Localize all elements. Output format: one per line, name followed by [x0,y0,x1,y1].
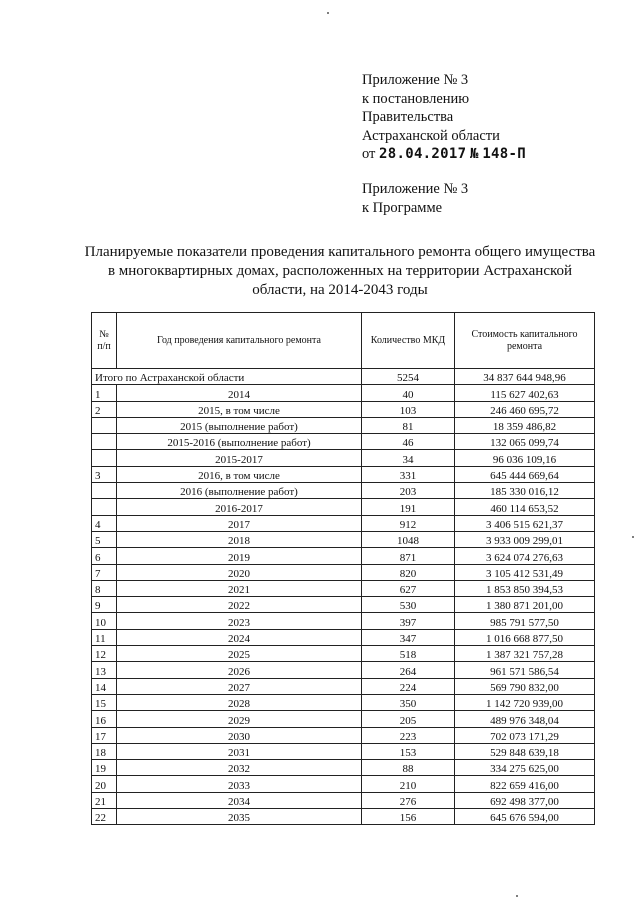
row-year: 2015-2017 [117,450,362,466]
row-count: 103 [362,401,455,417]
date-prefix: от [362,146,376,163]
row-num [92,450,117,466]
decree-date: 28.04.2017 [379,146,467,163]
capital-repair-table [91,312,595,825]
row-year: 2015 (выполнение работ) [117,417,362,433]
table-row [92,450,595,466]
row-year: 2030 [117,727,362,743]
appendix-block [362,71,526,217]
row-year: 2014 [117,385,362,401]
row-cost: 334 275 625,00 [455,760,595,776]
table-row [92,515,595,531]
row-count: 820 [362,564,455,580]
row-count: 191 [362,499,455,515]
row-year: 2016-2017 [117,499,362,515]
row-num [92,417,117,433]
row-year: 2019 [117,548,362,564]
row-count: 156 [362,809,455,825]
table-row [92,809,595,825]
header-num: № п/п [92,313,117,369]
table-row [92,662,595,678]
row-count: 347 [362,629,455,645]
row-year: 2021 [117,580,362,596]
row-count: 81 [362,417,455,433]
row-cost: 569 790 832,00 [455,678,595,694]
row-num: 17 [92,727,117,743]
row-num: 20 [92,776,117,792]
total-count: 5254 [362,369,455,385]
row-num [92,434,117,450]
table-row [92,385,595,401]
row-count: 1048 [362,531,455,547]
table-row [92,678,595,694]
table-header-row [92,313,595,369]
row-count: 210 [362,776,455,792]
row-cost: 3 933 009 299,01 [455,531,595,547]
row-count: 223 [362,727,455,743]
scan-speck [516,895,518,897]
table-row [92,743,595,759]
row-count: 397 [362,613,455,629]
row-year: 2032 [117,760,362,776]
appendix-line: к Программе [362,199,443,216]
row-year: 2017 [117,515,362,531]
table-row [92,434,595,450]
row-cost: 1 387 321 757,28 [455,646,595,662]
row-cost: 985 791 577,50 [455,613,595,629]
appendix-line: к постановлению [362,90,470,107]
row-cost: 246 460 695,72 [455,401,595,417]
document-title [60,243,620,300]
scan-speck [327,12,329,14]
row-num [92,483,117,499]
row-year: 2029 [117,711,362,727]
total-row [92,369,595,385]
row-num: 8 [92,580,117,596]
table-row [92,580,595,596]
row-num: 9 [92,597,117,613]
row-cost: 460 114 653,52 [455,499,595,515]
table-row [92,499,595,515]
row-cost: 529 848 639,18 [455,743,595,759]
table-row [92,711,595,727]
row-cost: 115 627 402,63 [455,385,595,401]
row-year: 2028 [117,694,362,710]
row-year: 2035 [117,809,362,825]
row-num: 6 [92,548,117,564]
appendix-line: Астраханской области [362,127,500,144]
row-num: 18 [92,743,117,759]
row-count: 871 [362,548,455,564]
row-num: 3 [92,466,117,482]
row-year: 2023 [117,613,362,629]
total-label: Итого по Астраханской области [92,369,362,385]
row-count: 203 [362,483,455,499]
row-year: 2024 [117,629,362,645]
row-year: 2016, в том числе [117,466,362,482]
table-row [92,629,595,645]
row-cost: 645 676 594,00 [455,809,595,825]
row-count: 518 [362,646,455,662]
row-num [92,499,117,515]
row-year: 2033 [117,776,362,792]
table-row [92,466,595,482]
row-num: 16 [92,711,117,727]
table-row [92,401,595,417]
row-year: 2015, в том числе [117,401,362,417]
total-cost: 34 837 644 948,96 [455,369,595,385]
table-row [92,531,595,547]
appendix-line: Правительства [362,109,454,126]
row-count: 530 [362,597,455,613]
table-row [92,417,595,433]
row-count: 350 [362,694,455,710]
row-num: 15 [92,694,117,710]
row-year: 2018 [117,531,362,547]
row-cost: 185 330 016,12 [455,483,595,499]
row-num: 22 [92,809,117,825]
number-sign: № [469,146,479,163]
row-cost: 961 571 586,54 [455,662,595,678]
row-year: 2027 [117,678,362,694]
row-cost: 1 380 871 201,00 [455,597,595,613]
header-year: Год проведения капитального ремонта [117,313,362,369]
row-year: 2031 [117,743,362,759]
row-cost: 18 359 486,82 [455,417,595,433]
scan-speck [632,536,634,538]
row-count: 224 [362,678,455,694]
row-num: 5 [92,531,117,547]
row-cost: 489 976 348,04 [455,711,595,727]
row-cost: 645 444 669,64 [455,466,595,482]
row-count: 88 [362,760,455,776]
row-count: 276 [362,792,455,808]
row-cost: 96 036 109,16 [455,450,595,466]
row-num: 7 [92,564,117,580]
row-num: 21 [92,792,117,808]
row-count: 264 [362,662,455,678]
row-count: 912 [362,515,455,531]
row-num: 12 [92,646,117,662]
header-cost: Стоимость капитального ремонта [455,313,595,369]
row-cost: 132 065 099,74 [455,434,595,450]
row-cost: 822 659 416,00 [455,776,595,792]
row-year: 2015-2016 (выполнение работ) [117,434,362,450]
row-count: 627 [362,580,455,596]
decree-number: 148-П [482,146,526,163]
row-year: 2020 [117,564,362,580]
table-row [92,760,595,776]
row-num: 10 [92,613,117,629]
row-year: 2026 [117,662,362,678]
table-row [92,727,595,743]
row-year: 2025 [117,646,362,662]
row-cost: 1 853 850 394,53 [455,580,595,596]
table-row [92,483,595,499]
row-cost: 3 406 515 621,37 [455,515,595,531]
row-count: 331 [362,466,455,482]
row-num: 4 [92,515,117,531]
table-row [92,597,595,613]
row-cost: 1 016 668 877,50 [455,629,595,645]
table-row [92,792,595,808]
title-line: области, на 2014-2043 годы [252,282,428,298]
title-line: в многоквартирных домах, расположенных на территории Астраханской [107,263,573,279]
decree-date-line [362,145,526,164]
row-cost: 692 498 377,00 [455,792,595,808]
row-num: 1 [92,385,117,401]
table-row [92,646,595,662]
row-num: 13 [92,662,117,678]
row-count: 46 [362,434,455,450]
table-row [92,613,595,629]
row-num: 19 [92,760,117,776]
appendix-line: Приложение № 3 [362,180,469,197]
table-row [92,564,595,580]
row-year: 2034 [117,792,362,808]
appendix-line: Приложение № 3 [362,72,469,88]
table-row [92,548,595,564]
row-count: 205 [362,711,455,727]
row-year: 2016 (выполнение работ) [117,483,362,499]
row-count: 153 [362,743,455,759]
row-cost: 3 105 412 531,49 [455,564,595,580]
row-cost: 702 073 171,29 [455,727,595,743]
row-num: 11 [92,629,117,645]
row-cost: 1 142 720 939,00 [455,694,595,710]
row-num: 14 [92,678,117,694]
table-row [92,776,595,792]
header-count: Количество МКД [362,313,455,369]
row-count: 34 [362,450,455,466]
row-cost: 3 624 074 276,63 [455,548,595,564]
row-year: 2022 [117,597,362,613]
table-row [92,694,595,710]
row-count: 40 [362,385,455,401]
row-num: 2 [92,401,117,417]
title-line: Планируемые показатели проведения капитального ремонта общего имущества [84,244,596,260]
